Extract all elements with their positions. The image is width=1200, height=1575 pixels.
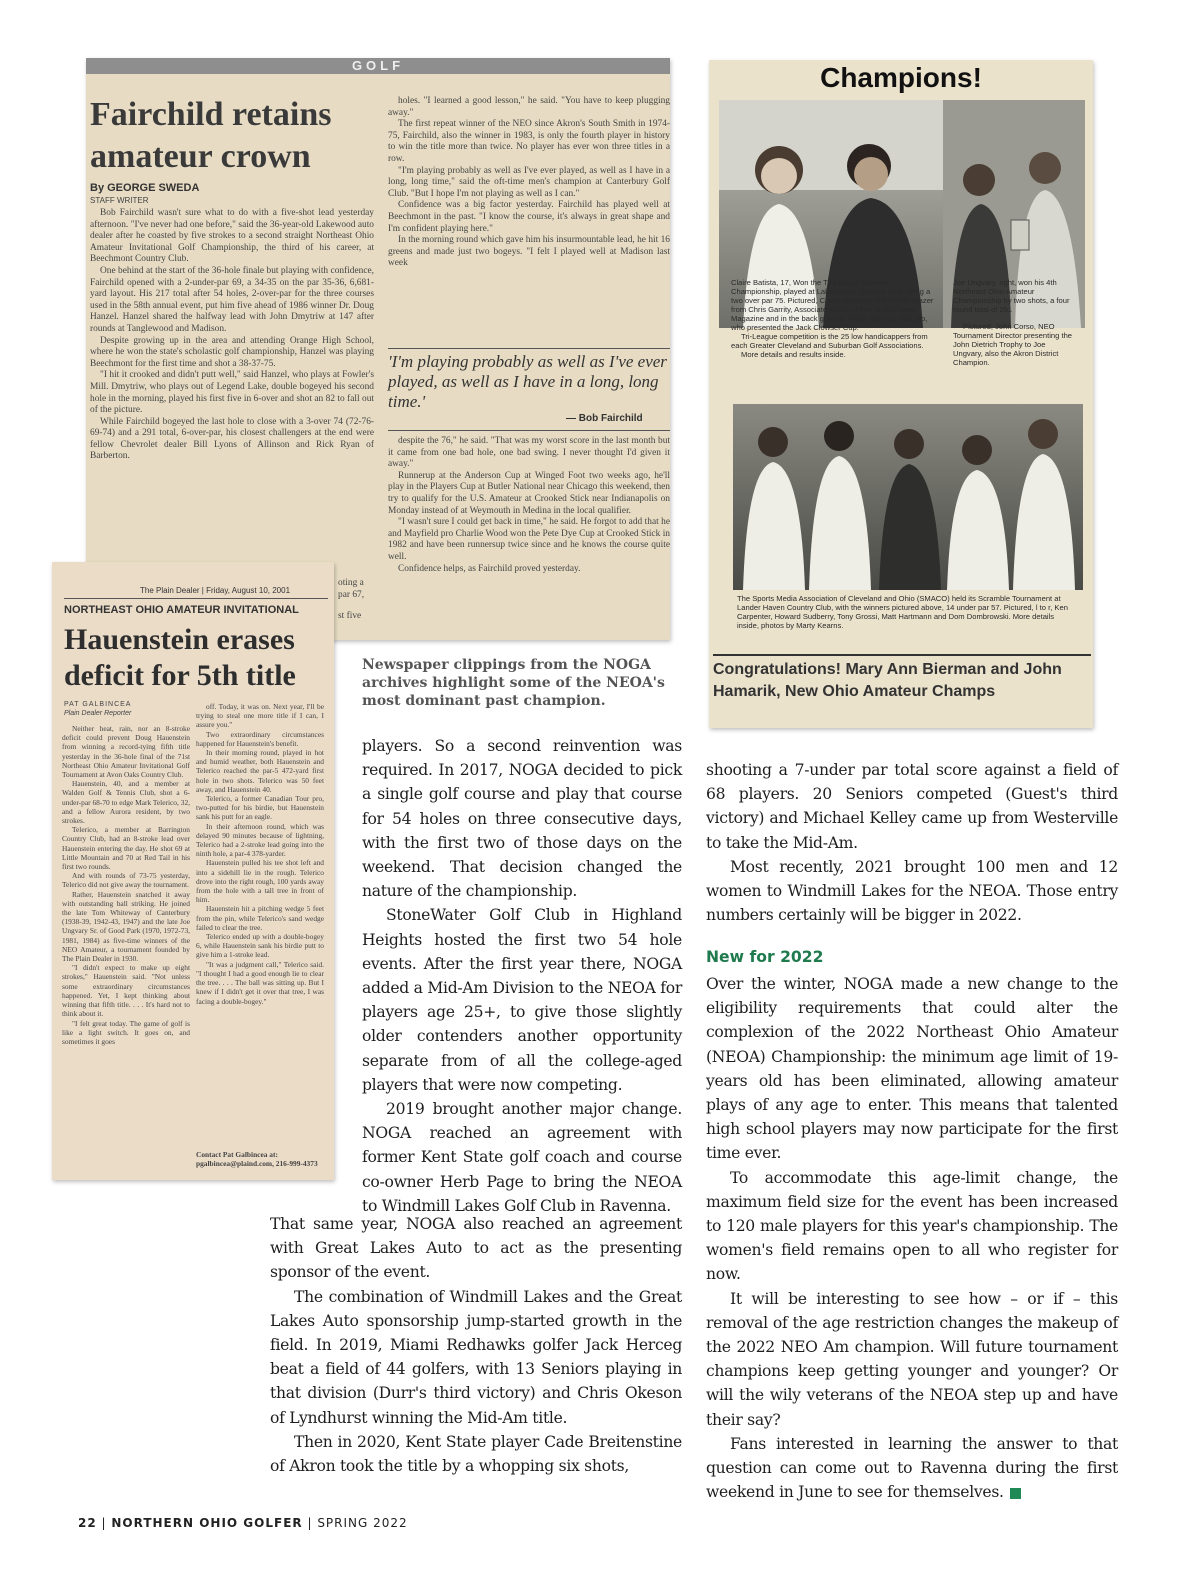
section-band: GOLF xyxy=(86,58,670,74)
article-column-middle: players. So a second reinvention was required. In 2017, NOGA decided to pick a single golf course and play that course for 54 holes on three consecutive days, with the first two of those days on the weekend. That decision changed the nature of the championship. StoneWater Golf Club in Highland Heights hosted the first two 54 hole events. After the first year there, NOGA added a Mid-Am Division to the NEOA for players age 25+, to give those slightly older contenders another opportunity separate from of all the college-aged players that were now competing. 2019 brought another major change. NOGA reached an agreement with former Kent State golf coach and course co-owner Herb Page to bring the NEOA to Windmill Lakes Golf Club in Ravenna. xyxy=(362,737,682,1215)
clipping-byline: PAT GALBINCEA Plain Dealer Reporter xyxy=(64,701,132,717)
clipping-fairchild xyxy=(86,58,670,640)
end-mark-icon xyxy=(1010,1488,1021,1499)
clipping-column-1: Bob Fairchild wasn't sure what to do with a five-shot lead yesterday afternoon. "I've never had one before," said the 36-year-old Lakewood auto dealer after he coasted by five strokes to a second straight Northeast Ohio Amateur Invitational Golf Championship, the third of his career, at Beechmont Country Club. One behind at the start of the 36-hole finale but playing with confidence, Fairchild opened with a 2-under-par 69, a 34-35 on the par 35-36, 6,681-yard layout. His 217 total after 54 holes, 2-over-par for the three courses used in the 58th annual event, put him five ahead of 1986 winner Dr. Doug Hanzel. Hanzel shared the halfway lead with John Dmytriw at 147 after rounds at Tanglewood and Madison. Despite growing up in the area and attending Orange High School, where he won the state's scholastic golf championship, Hanzel was playing Beechmont for the first time and shot a 38-37-75. "I hit it crooked and didn't putt well," said Hanzel, who plays at Fowler's Mill. Dmytriw, who plays out of Legend Lake, double bogeyed his second hole in the morning, played his first five in 6-over and shot an 82 to fall out of the picture. While Fairchild bogeyed the last hole to close with a 3-over 74 (72-76-69-74) and a 291 total, 6-over-par, his closest challengers at the end were fellow Chevrolet dealer Bill Lyons of Allinson and Rick Ryan of Barberton. xyxy=(90,208,374,462)
clipping-kicker: NORTHEAST OHIO AMATEUR INVITATIONAL xyxy=(64,604,299,616)
closing-paragraph: Fans interested in learning the answer to that question can come out to Ravenna during the first weekend in June to see for themselves. xyxy=(706,1434,1118,1502)
divider xyxy=(388,430,670,431)
clippings-caption: Newspaper clippings from the NOGA archives highlight some of the NEOA's most dominant past champion. xyxy=(362,657,665,709)
pull-quote: 'I'm playing probably as well as I've ever played, as well as I have in a long, long time.' xyxy=(388,352,667,411)
clipping-champions xyxy=(709,60,1093,728)
page-footer: 22 | NORTHERN OHIO GOLFER | SPRING 2022 xyxy=(78,1516,408,1530)
clipping-byline: By GEORGE SWEDA xyxy=(90,182,200,194)
clipping-hauenstein xyxy=(52,562,334,1180)
photo-caption-bottom: The Sports Media Association of Cleveland and Ohio (SMACO) held its Scramble Tournament at Lander Haven Country Club, with the winners pictured above, 14 under par 57. Pictured, l to r, Ken Carpenter, Howard Sudberry, Tony Grossi, Matt Hartmann and Dom Dombrowski. More details inside, photos by Marty Kearns. xyxy=(737,594,1068,630)
clipping-column-2b: despite the 76," he said. "That was my worst score in the last month but it came from one bad hole, one bad swing. I never thought I'd given it away." Runnerup at the Anderson Cup at Winged Foot two weeks ago, he'll play in the Players Cup at Butler National near Chicago this weekend, then try to qualify for the U.S. Amateur at Crooked Stick near Indianapolis on Monday instead of at Weymouth in Medina in the local qualifier. "I wasn't sure I could get back in time," he said. He forgot to add that he and Mayfield pro Charlie Wood won the Pete Dye Cup at Crooked Stick in 1982 and have been runnersup twice since and he knows the course quite well. Confidence helps, as Fairchild proved yesterday. xyxy=(388,436,670,574)
photo-caption-left: Claire Batista, 17, Won the Tri-League Women Championship, played at Lake Forest Country Club, firing a two over par 75. Pictured, Claire receiving The Golfer Blazer from Chris Garrity, Associate Editor of The Golfer News Magazine and in the back ground, Frank Harned, club pro, who presented the Jack Clowser Cup. Tri-League competition is the 25 low handicappers from each Greater Cleveland and Suburban Golf Associations. More details and results inside. xyxy=(731,278,934,359)
clipping-peek: oting a par 67, st five xyxy=(338,578,365,622)
clipping-dateline: The Plain Dealer | Friday, August 10, 2001 xyxy=(140,586,291,595)
clipping-headline: Fairchild retains amateur crown xyxy=(90,96,332,175)
divider xyxy=(388,348,670,349)
congratulations-banner: Congratulations! Mary Ann Bierman and John Hamarik, New Ohio Amateur Champs xyxy=(713,654,1091,703)
clipping-headline: Hauenstein erases deficit for 5th title xyxy=(64,623,296,692)
clipping-column-1: Neither heat, rain, nor an 8-stroke deficit could prevent Doug Hauenstein from winning a record-tying fifth title yesterday in the 36-hole final of the 71st Northeast Ohio Amateur Invitational Golf Tournament at Avon Oaks Country Club. Hauenstein, 40, and a member at Walden Golf & Tennis Club, shot a 6-under-par 68-70 to edge Mark Telerico, 32, and a fellow Aurora resident, by two strokes. Telerico, a member at Barrington Country Club, had an 8-stroke lead over Hauenstein entering the day. He shot 69 at Little Mountain and 70 at Red Tail in his first two rounds. And with rounds of 73-75 yesterday, Telerico did not give away the tournament. Rather, Hauenstein snatched it away with outstanding ball striking. He joined the late Tom Whiteway of Canterbury (1938-39, 1942-43, 1947) and the late Joe Ungvary Sr. of Good Park (1970, 1972-73, 1981, 1984) as five-time winners of the NEO Amateur, a tournament founded by The Plain Dealer in 1930. "I didn't expect to make up eight strokes," Hauenstein said. "Not unless some extraordinary circumstances happened. Yet, I kept thinking about winning that fifth title. . . . It's hard not to think about it. "I felt great today. The game of golf is like a light switch. It goes on, and sometimes it goes xyxy=(62,724,190,1046)
clipping-headline: Champions! xyxy=(820,62,982,93)
photo-scramble-winners xyxy=(733,404,1083,590)
article-column-left: That same year, NOGA also reached an agreement with Great Lakes Auto to act as the presenting sponsor of the event. The combination of Windmill Lakes and the Great Lakes Auto sponsorship jump-started growth in the field. In 2019, Miami Redhawks golfer Jack Herceg beat a field of 44 golfers, with 13 Seniors playing in that division (Durr's third victory) and Chris Okeson of Lyndhurst winning the Mid-Am title. Then in 2020, Kent State player Cade Breitenstine of Akron took the title by a whopping six shots, xyxy=(270,1215,682,1476)
article-column-right-bottom: Over the winter, NOGA made a new change to the eligibility requirements that could alter the complexion of the 2022 Northeast Ohio Amateur (NEOA) Championship: the minimum age limit of 19-years old has been eliminated, allowing amateur plays of any age to enter. This means that talented high school players may now participate for the first time ever. To accommodate this age-limit change, the maximum field size for the event has been increased to 120 male players for this year's championship. The women's field remains open to all who register for now. It will be interesting to see how – or if – this removal of the age restriction changes the makeup of the 2022 NEO Am champion. Will future tournament champions keep getting younger and younger? Or will the wily veterans of the NEOA step up and have their say? Fans interested in learning the answer to that question can come out to Ravenna during the first weekend in June to see for themselves. xyxy=(706,972,1118,1504)
pull-quote-attribution: — Bob Fairchild xyxy=(566,413,643,424)
article-column-right-top: shooting a 7-under par total score against a field of 68 players. 20 Seniors competed (Guest's third victory) and Michael Kelley came up from Westerville to take the Mid-Am. Most recently, 2021 brought 100 men and 12 women to Windmill Lakes for the NEOA. Those entry numbers certainly will be bigger in 2022. xyxy=(706,761,1118,925)
photo-caption-right: Joe Ungvary, right, won his 4th Northeast Ohio Amateur Championship by two shots, a four round total of 291 Pictured, John Corso, NEO Tournament Director presenting the John Dietrich Trophy to Joe Ungvary, also the Akron District Champion. xyxy=(953,278,1073,367)
issue: SPRING 2022 xyxy=(317,1516,408,1530)
divider xyxy=(64,598,328,599)
clipping-staff: STAFF WRITER xyxy=(90,196,149,205)
magazine-name: NORTHERN OHIO GOLFER xyxy=(111,1516,303,1530)
page-number: 22 xyxy=(78,1516,97,1530)
clipping-column-2a: holes. "I learned a good lesson," he said. "You have to keep plugging away." The first repeat winner of the NEO since Akron's South Smith in 1974-75, Fairchild, also the winner in 1983, is only the fourth player in history to win the title more than twice. No player has ever won three titles in a row. "I'm playing probably as well as I've ever played, as well as I have in a long, long time," said the oft-time men's champion at Canterbury Golf Club. "But I hope I'm not playing as well as I can." Confidence was a big factor yesterday. Fairchild has played well at Beechmont in the past. "I know the course, it's always in great shape and I'm confident playing here." In the morning round which gave him his insurmountable lead, he hit 16 greens and made just two bogeys. "I felt I played well at Madison last week xyxy=(388,96,670,269)
clipping-contact: Contact Pat Galbincea at: pgalbincea@plaind.com, 216-999-4373 xyxy=(196,1150,318,1169)
subhead-new-for-2022: New for 2022 xyxy=(706,948,824,966)
clipping-column-2: off. Today, it was on. Next year, I'll be trying to steal one more title if I can, I assure you." Two extraordinary circumstances happened for Hauenstein's benefit. In their morning round, played in hot and humid weather, both Hauenstein and Telerico reached the par-5 472-yard first hole in two shots. Telerico was 50 feet away, and Hauenstein 40. Telerico, a former Canadian Tour pro, two-putted for his birdie, but Hauenstein sank his putt for an eagle. In their afternoon round, which was delayed 90 minutes because of lightning, Telerico had a 2-stroke lead going into the ninth hole, a par-4 378-yarder. Hauenstein pulled his tee shot left and into a sidehill lie in the rough. Telerico drove into the right rough, 100 yards away from the hole with a tall tree in front of him. Hauenstein hit a pitching wedge 5 feet from the pin, while Telerico's sand wedge failed to clear the tree. Telerico ended up with a double-bogey 6, while Hauenstein sank his birdie putt to give him a 1-stroke lead. "It was a judgment call," Telerico said. "I thought I had a good enough lie to clear the tree. . . . The ball was sitting up. But I knew if I didn't get it over that tree, I was facing a double-bogey." xyxy=(196,702,324,1006)
